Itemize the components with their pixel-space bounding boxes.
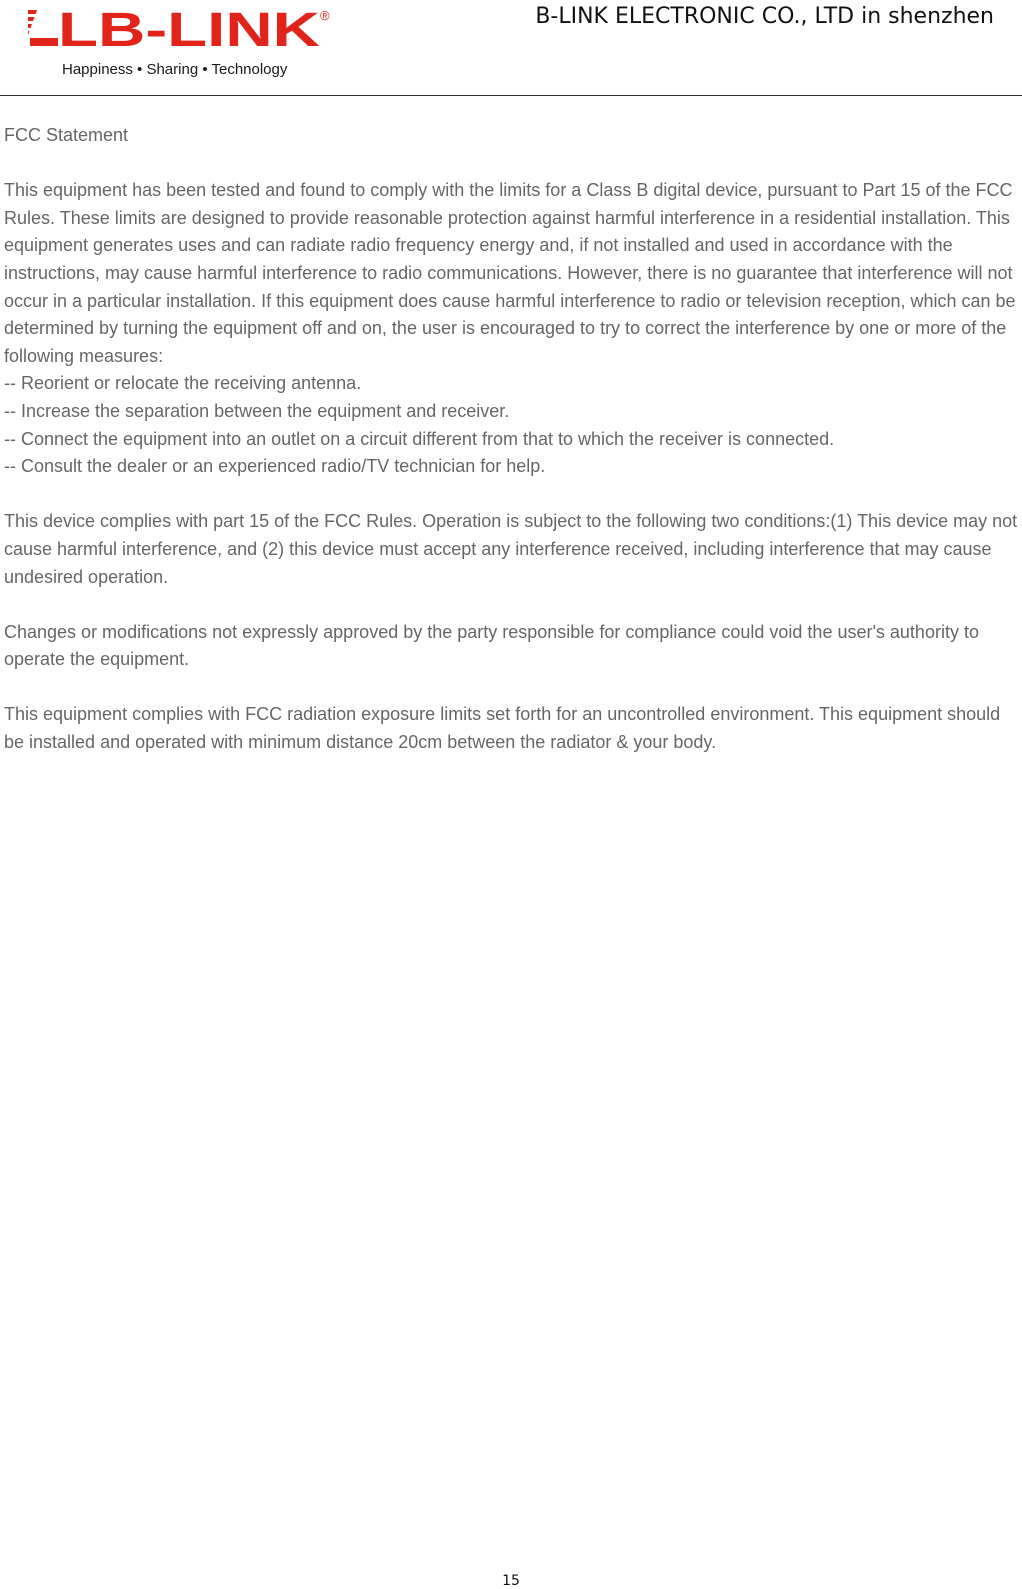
paragraph-modifications: Changes or modifications not expressly approved by the party responsible for compliance could void the user's authority to operate the equipment.	[4, 621, 979, 670]
company-name: B-LINK ELECTRONIC CO., LTD in shenzhen	[535, 4, 994, 29]
measure-item: -- Consult the dealer or an experienced radio/TV technician for help.	[4, 456, 546, 477]
logo-tagline: Happiness • Sharing • Technology	[62, 61, 288, 78]
paragraph-compliance	[4, 177, 1018, 481]
measure-item: -- Reorient or relocate the receiving antenna.	[4, 373, 362, 394]
paragraph-part15: This device complies with part 15 of the FCC Rules. Operation is subject to the following two conditions:(1) This device may not cause harmful interference, and (2) this device must accept any interference received, including interference that may cause undesired operation.	[4, 511, 1018, 587]
document-body	[4, 122, 1018, 784]
paragraph-radiation: This equipment complies with FCC radiation exposure limits set forth for an uncontrolled environment. This equipment should be installed and operated with minimum distance 20cm between the radiator & your body.	[4, 704, 1001, 753]
page-header	[0, 0, 1022, 96]
logo-wordmark: LB-LINK	[58, 4, 321, 57]
registered-mark: ®	[320, 8, 330, 23]
measure-item: -- Increase the separation between the equipment and receiver.	[4, 400, 510, 421]
page-number: 15	[502, 1573, 520, 1589]
lb-link-logo	[28, 2, 338, 82]
paragraph-text: This equipment has been tested and found to comply with the limits for a Class B digital device, pursuant to Part 15 of the FCC Rules. These limits are designed to provide reasonable protection against harmful interference in a residential installation. This equipment generates uses and can radiate radio frequency energy and, if not installed and used in accordance with the instructions, may cause harmful interference to radio communications. However, there is no guarantee that interference will not occur in a particular installation. If this equipment does cause harmful interference to radio or television reception, which can be determined by turning the equipment off and on, the user is encouraged to try to correct the interference by one or more of the following measures:	[4, 180, 1016, 366]
measure-item: -- Connect the equipment into an outlet on a circuit different from that to which the receiver is connected.	[4, 428, 835, 449]
document-title: FCC Statement	[4, 125, 129, 145]
